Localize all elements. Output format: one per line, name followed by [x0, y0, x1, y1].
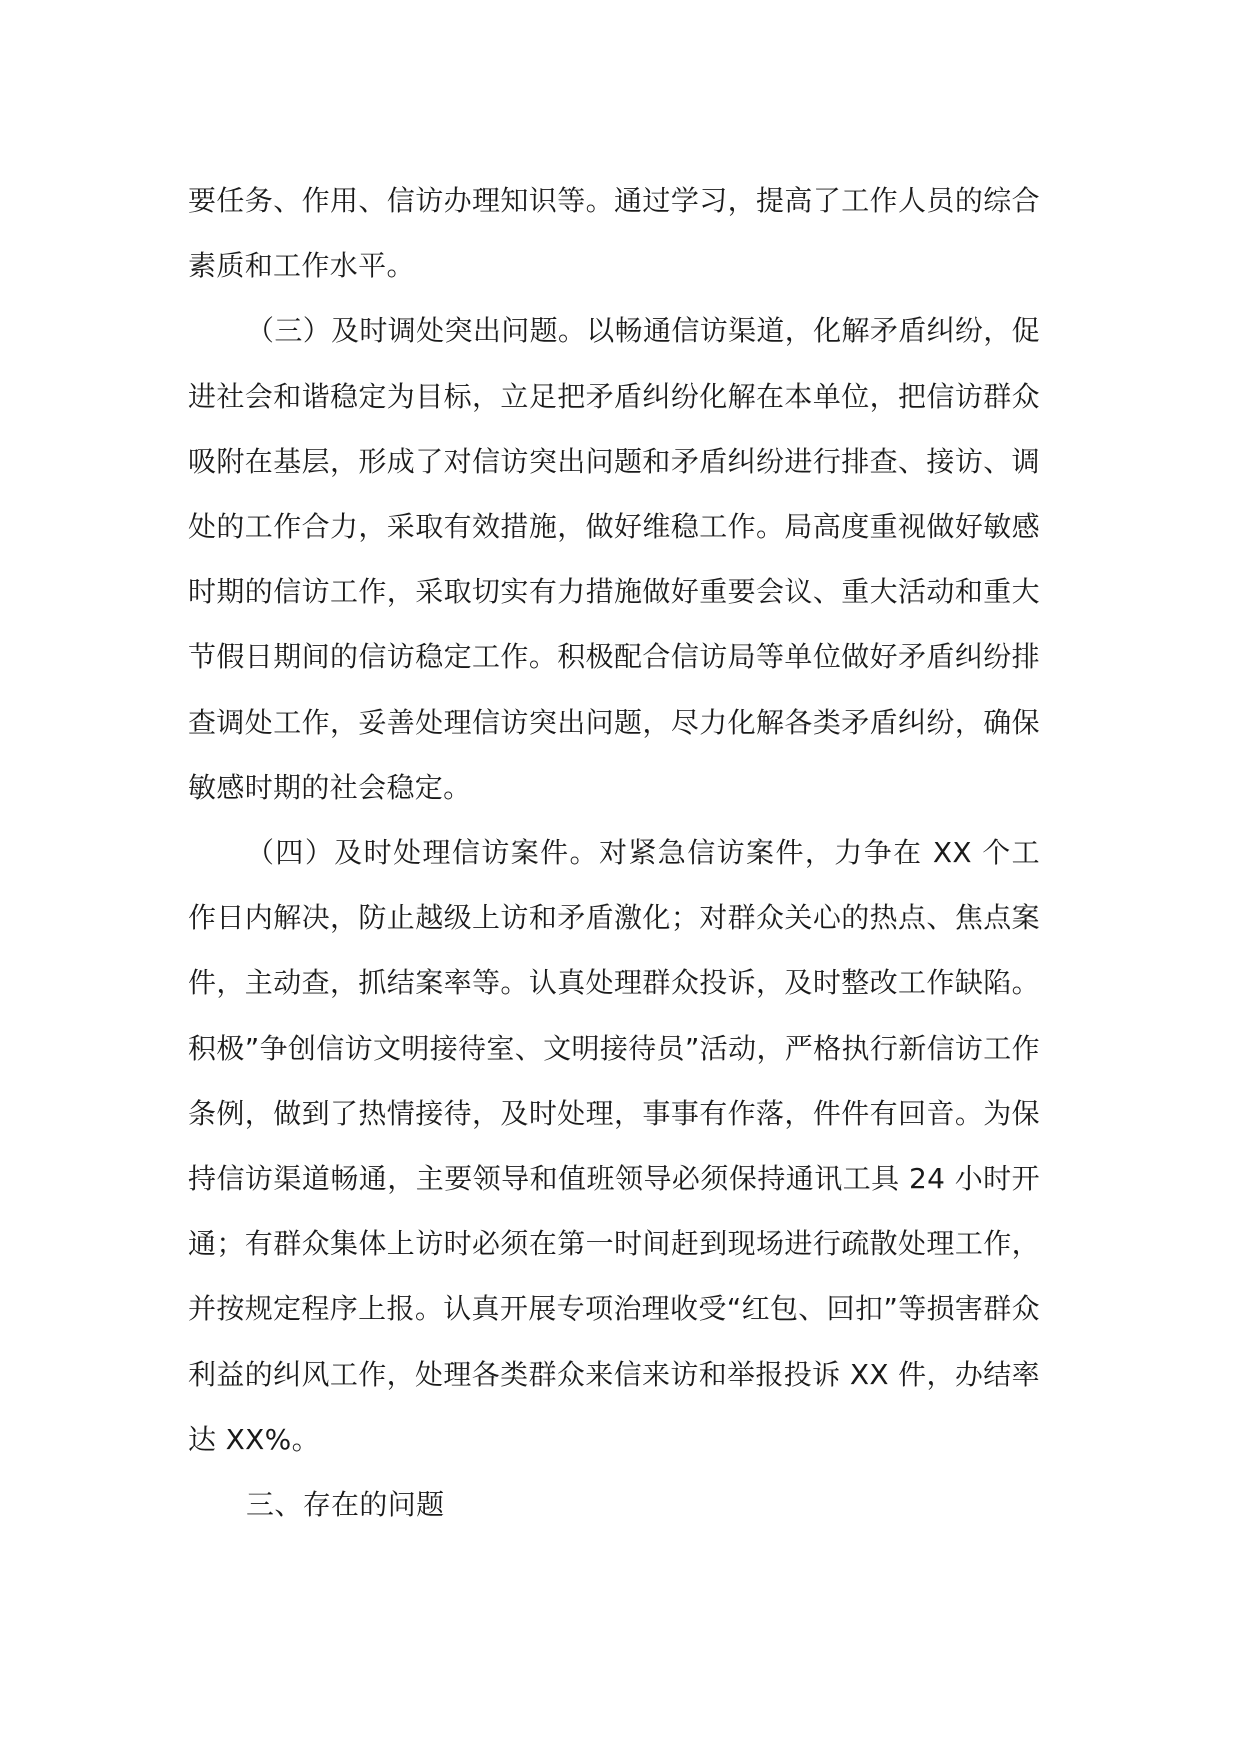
document-body: [188, 168, 1040, 1537]
paragraph-section-four-cases: （四）及时处理信访案件。对紧急信访案件，力争在 XX 个工作日内解决，防止越级上访和矛盾激化；对群众关心的热点、焦点案件，主动查，抓结案率等。认真处理群众投诉，及时整改工作缺陷。积极”争创信访文明接待室、文明接待员”活动，严格执行新信访工作条例，做到了热情接待，及时处理，事事有作落，件件有回音。为保持信访渠道畅通，主要领导和值班领导必须保持通讯工具 24 小时开通；有群众集体上访时必须在第一时间赶到现场进行疏散处理工作，并按规定程序上报。认真开展专项治理收受“红包、回扣”等损害群众利益的纠风工作，处理各类群众来信来访和举报投诉 XX 件，办结率达 XX%。: [188, 836, 1040, 1456]
paragraph-training-summary: 要任务、作用、信访办理知识等。通过学习，提高了工作人员的综合素质和工作水平。: [188, 184, 1040, 283]
heading-existing-problems: 三、存在的问题: [246, 1488, 445, 1522]
paragraph-section-three-disputes: （三）及时调处突出问题。以畅通信访渠道，化解矛盾纠纷，促进社会和谐稳定为目标，立足把矛盾纠纷化解在本单位，把信访群众吸附在基层，形成了对信访突出问题和矛盾纠纷进行排查、接访、调处的工作合力，采取有效措施，做好维稳工作。局高度重视做好敏感时期的信访工作，采取切实有力措施做好重要会议、重大活动和重大节假日期间的信访稳定工作。积极配合信访局等单位做好矛盾纠纷排查调处工作，妥善处理信访突出问题，尽力化解各类矛盾纠纷，确保敏感时期的社会稳定。: [188, 314, 1040, 804]
